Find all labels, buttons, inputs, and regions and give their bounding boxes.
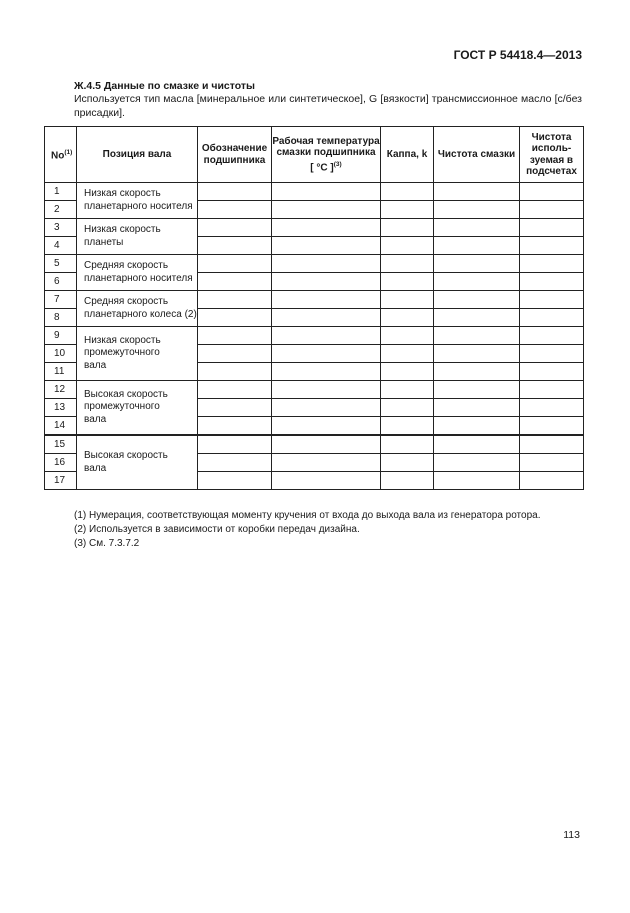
section-title: Ж.4.5 Данные по смазке и чистоты: [74, 80, 256, 92]
temperature-cell: [272, 219, 381, 237]
table-row: [45, 435, 584, 454]
purity-used-cell: [520, 454, 584, 472]
kappa-cell: [381, 201, 434, 219]
shaft-position-label: Средняя скорость планетарного носителя: [77, 255, 198, 291]
purity-used-cell: [520, 309, 584, 327]
header-temperature: Рабочая температура смазки подшипника [ °C ]$^{(3)}$: [272, 127, 381, 183]
kappa-cell: [381, 273, 434, 291]
purity-cell: [434, 435, 520, 454]
kappa-cell: [381, 219, 434, 237]
purity-used-cell: [520, 435, 584, 454]
table-row: [45, 219, 584, 237]
row-number: 9: [45, 327, 77, 345]
bearing-cell: [198, 291, 272, 309]
temperature-cell: [272, 454, 381, 472]
row-number: 14: [45, 417, 77, 436]
temperature-cell: [272, 417, 381, 436]
header-no: No$^{(1)}$: [45, 127, 77, 183]
shaft-position-label: Низкая скорость планетарного носителя: [77, 183, 198, 219]
table-row: [45, 291, 584, 309]
section-intro-text: Используется тип масла [минеральное или синтетическое], G [вязкости] трансмиссионное масло [с/без присадки].: [74, 93, 582, 119]
table-row: [45, 255, 584, 273]
purity-used-cell: [520, 273, 584, 291]
bearing-cell: [198, 399, 272, 417]
temperature-cell: [272, 363, 381, 381]
bearing-cell: [198, 327, 272, 345]
bearing-cell: [198, 363, 272, 381]
bearing-cell: [198, 417, 272, 436]
bearing-cell: [198, 237, 272, 255]
bearing-cell: [198, 381, 272, 399]
temperature-cell: [272, 273, 381, 291]
kappa-cell: [381, 417, 434, 436]
temperature-cell: [272, 381, 381, 399]
shaft-position-label: Низкая скорость планеты: [77, 219, 198, 255]
purity-used-cell: [520, 417, 584, 436]
temperature-cell: [272, 237, 381, 255]
bearing-cell: [198, 309, 272, 327]
kappa-cell: [381, 363, 434, 381]
purity-cell: [434, 399, 520, 417]
header-bearing: Обозначение подшипника: [198, 127, 272, 183]
kappa-cell: [381, 435, 434, 454]
purity-used-cell: [520, 381, 584, 399]
header-purity: Чистота смазки: [434, 127, 520, 183]
footnotes: [74, 509, 541, 551]
purity-cell: [434, 255, 520, 273]
shaft-position-label: Высокая скорость вала: [77, 435, 198, 490]
purity-used-cell: [520, 327, 584, 345]
temperature-cell: [272, 327, 381, 345]
kappa-cell: [381, 454, 434, 472]
bearing-cell: [198, 435, 272, 454]
shaft-position-label: Низкая скорость промежуточного вала: [77, 327, 198, 381]
purity-cell: [434, 381, 520, 399]
purity-cell: [434, 454, 520, 472]
purity-used-cell: [520, 345, 584, 363]
table-row: [45, 327, 584, 345]
row-number: 5: [45, 255, 77, 273]
row-number: 10: [45, 345, 77, 363]
purity-used-cell: [520, 237, 584, 255]
row-number: 11: [45, 363, 77, 381]
bearing-cell: [198, 219, 272, 237]
bearing-cell: [198, 201, 272, 219]
kappa-cell: [381, 255, 434, 273]
footnote-3: (3) См. 7.3.7.2: [74, 538, 140, 549]
temperature-cell: [272, 472, 381, 490]
row-number: 1: [45, 183, 77, 201]
footnote-1: (1) Нумерация, соответствующая моменту кручения от входа до выхода вала из генератора ротора.: [74, 510, 541, 521]
shaft-position-label: Средняя скорость планетарного колеса (2): [77, 291, 198, 327]
page-number: 113: [563, 829, 580, 841]
kappa-cell: [381, 237, 434, 255]
purity-used-cell: [520, 219, 584, 237]
header-position: Позиция вала: [77, 127, 198, 183]
purity-cell: [434, 291, 520, 309]
row-number: 6: [45, 273, 77, 291]
bearing-cell: [198, 345, 272, 363]
kappa-cell: [381, 399, 434, 417]
purity-used-cell: [520, 255, 584, 273]
kappa-cell: [381, 345, 434, 363]
purity-cell: [434, 345, 520, 363]
purity-used-cell: [520, 183, 584, 201]
row-number: 8: [45, 309, 77, 327]
purity-cell: [434, 472, 520, 490]
temperature-cell: [272, 309, 381, 327]
temperature-cell: [272, 345, 381, 363]
purity-cell: [434, 417, 520, 436]
document-standard-header: ГОСТ Р 54418.4—2013: [453, 48, 582, 62]
purity-cell: [434, 219, 520, 237]
table-body: [45, 183, 584, 490]
kappa-cell: [381, 309, 434, 327]
row-number: 4: [45, 237, 77, 255]
temperature-cell: [272, 435, 381, 454]
purity-cell: [434, 363, 520, 381]
purity-cell: [434, 309, 520, 327]
lubrication-data-table: [44, 126, 584, 490]
shaft-position-label: Высокая скорость промежуточного вала: [77, 381, 198, 436]
bearing-cell: [198, 255, 272, 273]
kappa-cell: [381, 381, 434, 399]
purity-used-cell: [520, 472, 584, 490]
temperature-cell: [272, 291, 381, 309]
header-purity-used: Чистота исполь-зуемая в подсчетах: [520, 127, 584, 183]
temperature-cell: [272, 399, 381, 417]
purity-cell: [434, 237, 520, 255]
header-kappa: Каппа, k: [381, 127, 434, 183]
row-number: 16: [45, 454, 77, 472]
row-number: 17: [45, 472, 77, 490]
kappa-cell: [381, 183, 434, 201]
kappa-cell: [381, 472, 434, 490]
table-header-row: [45, 127, 584, 183]
table-row: [45, 381, 584, 399]
temperature-cell: [272, 183, 381, 201]
table-row: [45, 183, 584, 201]
row-number: 3: [45, 219, 77, 237]
purity-used-cell: [520, 291, 584, 309]
row-number: 12: [45, 381, 77, 399]
purity-cell: [434, 183, 520, 201]
bearing-cell: [198, 273, 272, 291]
temperature-cell: [272, 255, 381, 273]
purity-cell: [434, 327, 520, 345]
row-number: 2: [45, 201, 77, 219]
purity-cell: [434, 201, 520, 219]
bearing-cell: [198, 454, 272, 472]
purity-used-cell: [520, 363, 584, 381]
kappa-cell: [381, 327, 434, 345]
footnote-2: (2) Используется в зависимости от коробки передач дизайна.: [74, 524, 360, 535]
bearing-cell: [198, 472, 272, 490]
purity-cell: [434, 273, 520, 291]
row-number: 15: [45, 435, 77, 454]
row-number: 7: [45, 291, 77, 309]
temperature-cell: [272, 201, 381, 219]
bearing-cell: [198, 183, 272, 201]
row-number: 13: [45, 399, 77, 417]
purity-used-cell: [520, 201, 584, 219]
kappa-cell: [381, 291, 434, 309]
purity-used-cell: [520, 399, 584, 417]
